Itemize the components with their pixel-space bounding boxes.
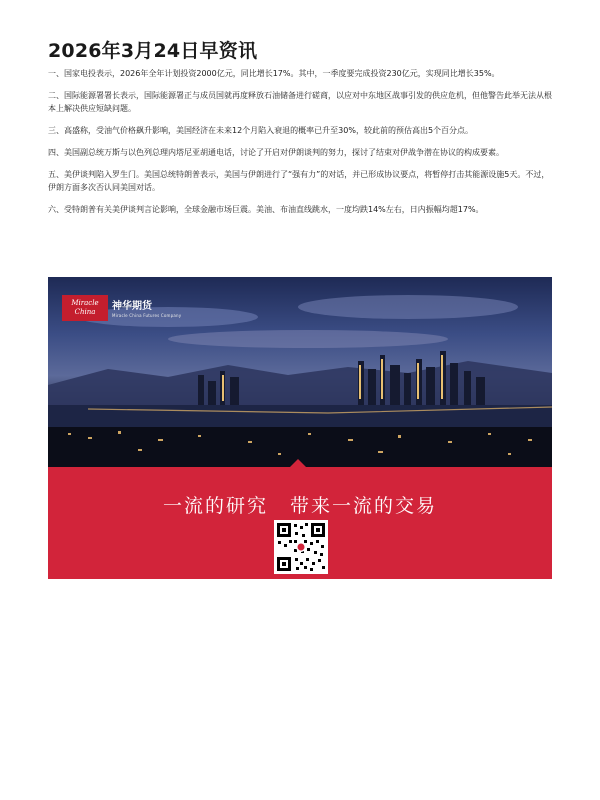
news-item: 六、受特朗普有关美伊谈判言论影响，全球金融市场巨震。美油、布油直线跳水，一度均跌14%左右，日内振幅均超17%。 bbox=[48, 205, 484, 214]
page-title: 2026年3月24日早资讯 bbox=[48, 40, 258, 62]
news-item: 四、美国副总统万斯与以色列总理内塔尼亚胡通电话，讨论了开启对伊朗谈判的努力，探讨了结束对伊战争潜在协议的构成要素。 bbox=[48, 148, 504, 157]
company-name: 神华期货 bbox=[112, 301, 152, 312]
news-item: 三、高盛称，受油气价格飙升影响，美国经济在未来12个月陷入衰退的概率已升至30%，较此前的预估高出5个百分点。 bbox=[48, 126, 474, 135]
company-subtitle: Miracle China Futures Company bbox=[112, 313, 182, 318]
city-night-photo bbox=[48, 277, 552, 467]
qr-code-icon bbox=[274, 520, 328, 574]
news-item: 一、国家电投表示，2026年全年计划投资2000亿元，同比增长17%。其中，一季度要完成投资230亿元，实现同比增长35%。 bbox=[48, 69, 500, 78]
promo-banner bbox=[48, 277, 552, 579]
slogan-text: 一流的研究 带来一流的交易 bbox=[162, 495, 438, 517]
news-item: 二、国际能源署署长表示，国际能源署正与成员国就再度释放石油储备进行磋商，以应对中东地区战事引发的供应危机，但他警告此举无法从根本上解决供应短缺问题。 bbox=[48, 91, 552, 113]
news-item: 五、美伊谈判陷入罗生门。美国总统特朗普表示，美国与伊朗进行了“强有力”的对话，并已形成协议要点，将暂停打击其能源设施5天。不过，伊朗方面多次否认同美国对话。 bbox=[48, 170, 550, 192]
company-logo: Miracle China bbox=[62, 295, 108, 321]
news-list bbox=[48, 67, 552, 225]
panel-pointer bbox=[288, 459, 308, 469]
